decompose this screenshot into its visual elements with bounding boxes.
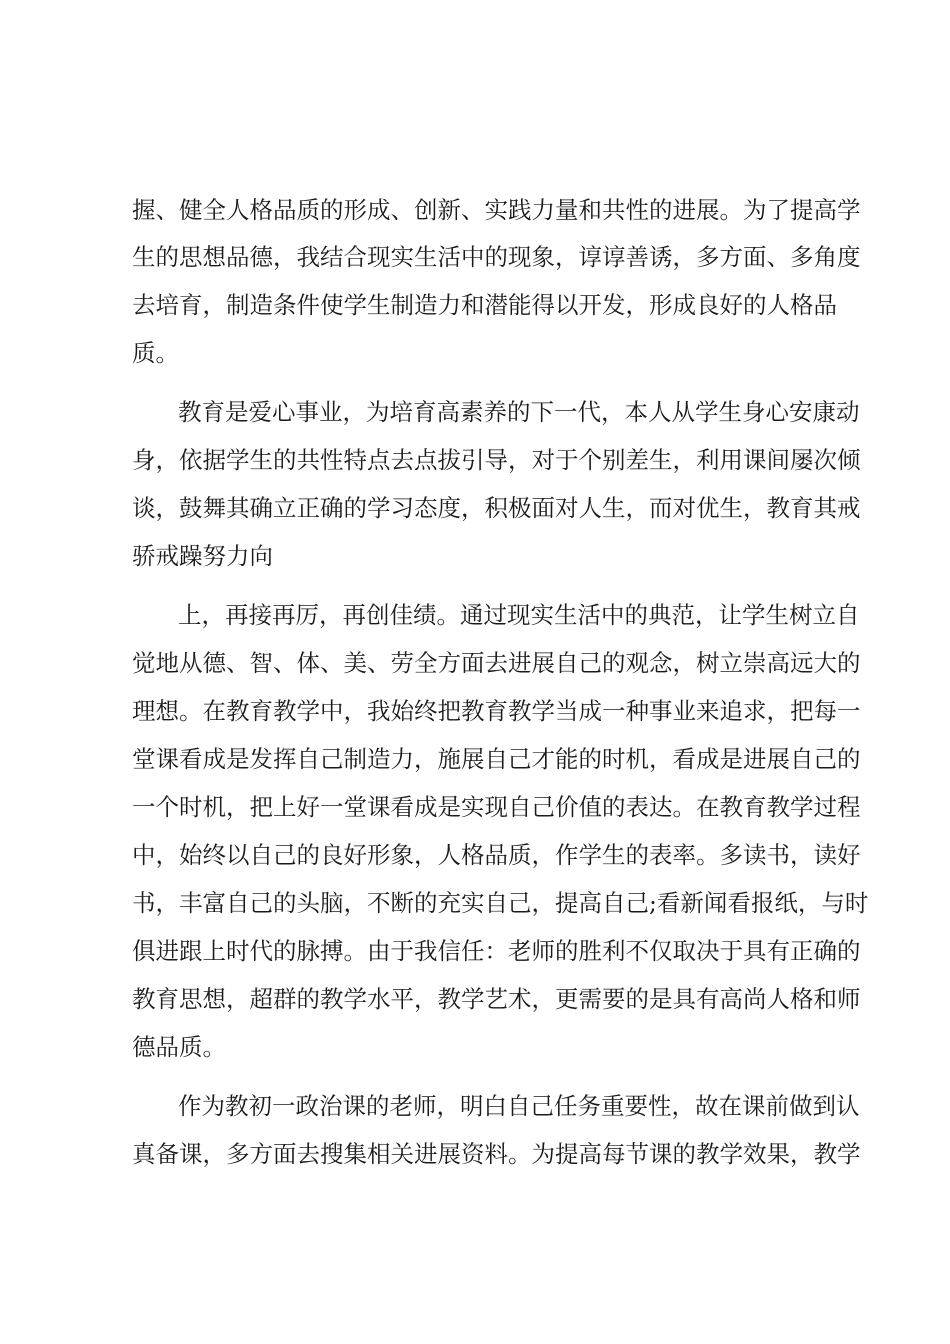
text-line: 握、健全人格品质的形成、创新、实践力量和共性的进展。为了提高学 [132, 196, 861, 224]
text-line: 身，依据学生的共性特点去点拔引导，对于个别差生，利用课间屡次倾 [132, 446, 861, 474]
text-line: 作为教初一政治课的老师，明白自己任务重要性，故在课前做到认 [178, 1092, 860, 1120]
text-line: 理想。在教育教学中，我始终把教育教学当成一种事业来追求，把每一 [132, 697, 861, 725]
text-line: 堂课看成是发挥自己制造力，施展自己才能的时机，看成是进展自己的 [132, 745, 861, 773]
text-line: 德品质。 [132, 1033, 226, 1061]
text-line: 谈，鼓舞其确立正确的学习态度，积极面对人生，而对优生，教育其戒 [132, 494, 861, 522]
text-line: 上，再接再厉，再创佳绩。通过现实生活中的典范，让学生树立自 [178, 601, 860, 629]
text-line: 生的思想品德，我结合现实生活中的现象，谆谆善诱，多方面、多角度 [132, 243, 861, 271]
text-line: 教育思想，超群的教学水平，教学艺术，更需要的是具有高尚人格和师 [132, 985, 861, 1013]
text-line: 书，丰富自己的头脑，不断的充实自己，提高自己;看新闻看报纸，与时 [132, 889, 869, 917]
text-line: 真备课，多方面去搜集相关进展资料。为提高每节课的教学效果，教学 [132, 1140, 861, 1168]
text-line: 教育是爱心事业，为培育高素养的下一代，本人从学生身心安康动 [178, 398, 860, 426]
text-line: 骄戒躁努力向 [132, 542, 273, 570]
text-line: 俱进跟上时代的脉搏。由于我信任：老师的胜利不仅取决于具有正确的 [132, 937, 861, 965]
text-line: 中，始终以自己的良好形象，人格品质，作学生的表率。多读书，读好 [132, 841, 861, 869]
text-line: 觉地从德、智、体、美、劳全方面去进展自己的观念，树立崇高远大的 [132, 649, 861, 677]
text-line: 质。 [132, 339, 179, 367]
text-line: 一个时机，把上好一堂课看成是实现自己价值的表达。在教育教学过程 [132, 793, 861, 821]
text-line: 去培育，制造条件使学生制造力和潜能得以开发，形成良好的人格品 [132, 291, 837, 319]
